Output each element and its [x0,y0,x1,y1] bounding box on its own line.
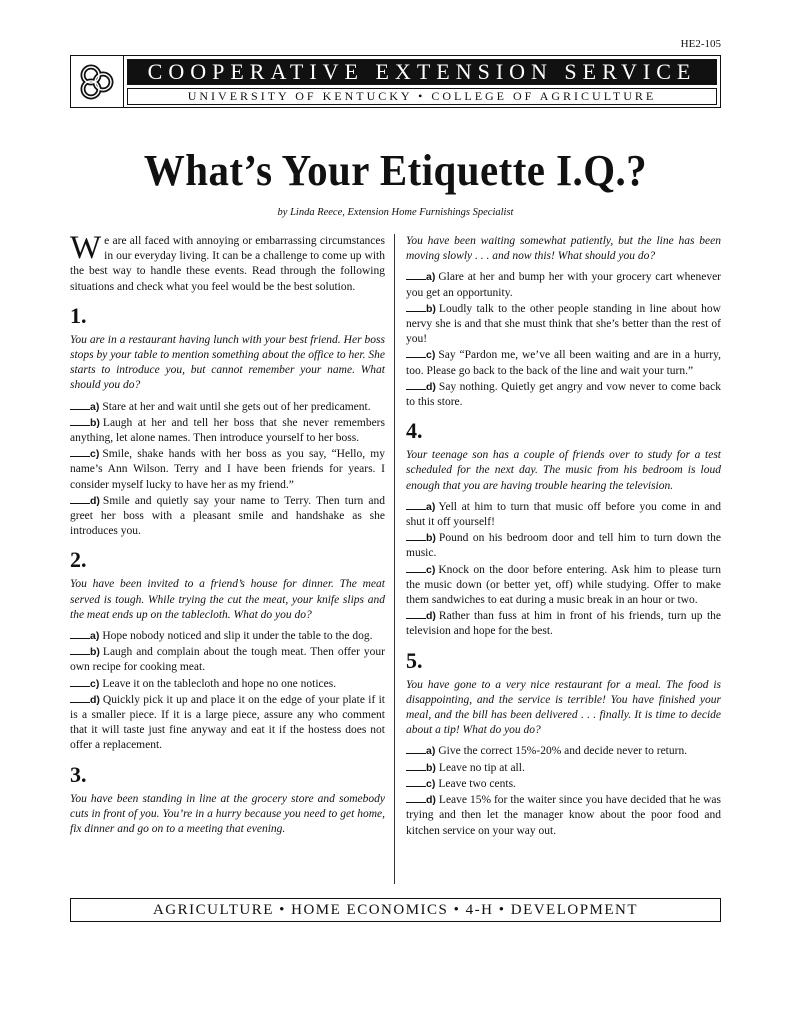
question-prompt: You have been invited to a friend’s house for dinner. The meat served is tough. While trying the cut the meat, your knife slips and the meat ends up on the tablecloth. What do you do? [70,578,385,621]
option-2d[interactable] [70,692,385,754]
answer-blank[interactable] [70,493,90,504]
question-prompt-part2: You have been waiting somewhat patiently, but the line has been moving slowly . . . and now this! What should you do? [406,235,721,263]
option-1c[interactable] [70,446,385,493]
option-4b[interactable] [406,530,721,561]
answer-blank[interactable] [70,692,90,703]
answer-blank[interactable] [70,399,90,410]
option-letter: a) [426,500,436,513]
option-1b[interactable] [70,415,385,446]
option-1a[interactable] [70,399,385,415]
option-text: Leave it on the tablecloth and hope no one notices. [102,677,337,690]
option-letter: d) [426,610,436,623]
answer-blank[interactable] [406,608,426,619]
question-prompt: You have gone to a very nice restaurant for a meal. The food is disappointing, and the service is terrible! You have finished your meal, and the bill has been delivered . . . finally. It is time to decide about a tip! What do you do? [406,678,721,737]
answer-blank[interactable] [406,776,426,787]
intro-text: e are all faced with annoying or embarrassing circumstances in our everyday living. It can be a challenge to come up with the best way to handle these events. Read through the following situations and check what you feel would be the best solution. [70,235,385,293]
option-text: Stare at her and wait until she gets out of her predicament. [102,400,371,413]
question-prompt: Your teenage son has a couple of friends over to study for a test scheduled for the next day. The music from his bedroom is loud enough that you are having trouble hearing the television. [406,449,721,492]
option-4c[interactable] [406,562,721,609]
option-text: Knock on the door before entering. Ask him to please turn the music down (or better yet, off) while studying. Offer to make them sandwiches to eat during a music break in an hour or two. [406,563,721,607]
left-column [70,230,385,842]
option-text: Quickly pick it up and place it on the edge of your plate if it is a smaller piece. If it is a large piece, assure any who comment that it will taste just fine anyway and eat it if the hostess does not offer a replacement. [70,693,385,752]
option-4d[interactable] [406,608,721,639]
byline: by Linda Reece, Extension Home Furnishings Specialist [277,207,514,218]
answer-blank[interactable] [70,628,90,639]
masthead-title: COOPERATIVE EXTENSION SERVICE [127,59,717,85]
answer-blank[interactable] [406,379,426,390]
question-prompt-part1: You have been standing in line at the grocery store and somebody cuts in front of you. You’re in a hurry because you need to get home, fix dinner and go on to a meeting that evening. [70,792,385,836]
masthead [70,55,721,108]
question-5 [406,648,721,839]
option-3b[interactable] [406,301,721,348]
option-letter: d) [90,693,100,706]
question-2 [70,547,385,753]
option-text: Leave two cents. [438,777,516,790]
option-letter: a) [426,271,436,284]
option-3a[interactable] [406,269,721,300]
question-number: 5. [406,647,423,673]
option-text: Say nothing. Quietly get angry and vow never to come back to this store. [406,380,721,409]
option-5a[interactable] [406,743,721,759]
option-letter: b) [426,761,436,774]
document-id: HE2-105 [680,38,721,50]
option-2a[interactable] [70,628,385,644]
answer-blank[interactable] [70,446,90,457]
question-1 [70,303,385,540]
option-5d[interactable] [406,792,721,839]
option-letter: b) [426,302,436,315]
option-text: Glare at her and bump her with your grocery cart whenever you get an opportunity. [406,271,721,299]
question-number: 4. [406,418,423,444]
option-4a[interactable] [406,499,721,530]
option-5c[interactable] [406,776,721,792]
answer-blank[interactable] [406,760,426,771]
extension-logo [71,56,124,107]
answer-blank[interactable] [70,415,90,426]
option-letter: c) [426,563,436,576]
question-number: 3. [70,761,87,787]
question-number: 1. [70,302,87,328]
option-3c[interactable] [406,347,721,378]
option-text: Give the correct 15%-20% and decide never to return. [438,745,688,758]
question-4 [406,418,721,639]
answer-blank[interactable] [406,269,426,280]
question-3-continued [406,234,721,410]
option-text: Yell at him to turn that music off before you come in and shut it off yourself! [406,500,721,529]
option-letter: c) [90,677,100,690]
masthead-subtitle: UNIVERSITY OF KENTUCKY • COLLEGE OF AGRICULTURE [127,88,717,105]
option-text: Hope nobody noticed and slip it under the table to the dog. [102,630,373,643]
page-title: What’s Your Etiquette I.Q.? [143,146,648,195]
answer-blank[interactable] [406,499,426,510]
option-text: Smile and quietly say your name to Terry. Then turn and greet her boss with a pleasant smile and handshake as she introduces you. [70,494,385,538]
option-letter: a) [426,745,436,758]
option-letter: b) [90,646,100,659]
answer-blank[interactable] [70,644,90,655]
answer-blank[interactable] [406,530,426,541]
option-letter: d) [90,494,100,507]
question-number: 2. [70,547,87,573]
option-text: Smile, shake hands with her boss as you say, “Hello, my name’s Ann Wilson. Terry and I have been friends for years. I consider myself lucky to have her as my friend.” [70,448,385,491]
option-letter: c) [90,448,100,461]
option-text: Leave no tip at all. [438,761,525,774]
option-letter: a) [90,630,100,643]
answer-blank[interactable] [406,301,426,312]
question-3-start [70,762,385,838]
footer-banner: AGRICULTURE • HOME ECONOMICS • 4-H • DEVELOPMENT [70,898,721,922]
drop-cap: W [70,230,102,266]
option-letter: a) [90,400,100,413]
option-text: Laugh at her and tell her boss that she never remembers anything, let alone names. Then introduce yourself to her boss. [70,416,385,445]
option-5b[interactable] [406,760,721,776]
answer-blank[interactable] [406,743,426,754]
option-text: Laugh and complain about the tough meat. Then offer your own recipe for cooking meat. [70,646,385,674]
answer-blank[interactable] [406,562,426,573]
option-3d[interactable] [406,379,721,410]
option-letter: c) [426,349,436,362]
option-2b[interactable] [70,644,385,675]
option-1d[interactable] [70,493,385,540]
option-2c[interactable] [70,676,385,692]
option-letter: b) [426,532,436,545]
right-column [406,234,721,839]
option-text: Rather than fuss at him in front of his friends, turn up the television and hope for the best. [406,610,721,638]
option-letter: d) [426,380,436,393]
option-letter: c) [426,777,436,790]
answer-blank[interactable] [406,347,426,358]
cooperative-extension-logo-icon [77,62,117,102]
column-divider [394,234,395,884]
intro-paragraph [70,230,385,295]
option-letter: b) [90,416,100,429]
option-text: Loudly talk to the other people standing in line about how nervy she is and that she must think that she’s better than the rest of you! [406,302,721,346]
option-text: Say “Pardon me, we’ve all been waiting and are in a hurry, too. Please go back to the back of the line and wait your turn.” [406,349,721,377]
answer-blank[interactable] [70,676,90,687]
answer-blank[interactable] [406,792,426,803]
option-text: Leave 15% for the waiter since you have decided that he was trying and then let the manager know about the poor food and kitchen service on your way out. [406,794,721,837]
option-text: Pound on his bedroom door and tell him to turn down the music. [406,532,721,560]
question-prompt: You are in a restaurant having lunch with your best friend. Her boss stops by your table to mention something about the office to her. She starts to introduce you, but cannot remember your name. What should you do? [70,333,385,392]
option-letter: d) [426,794,436,807]
